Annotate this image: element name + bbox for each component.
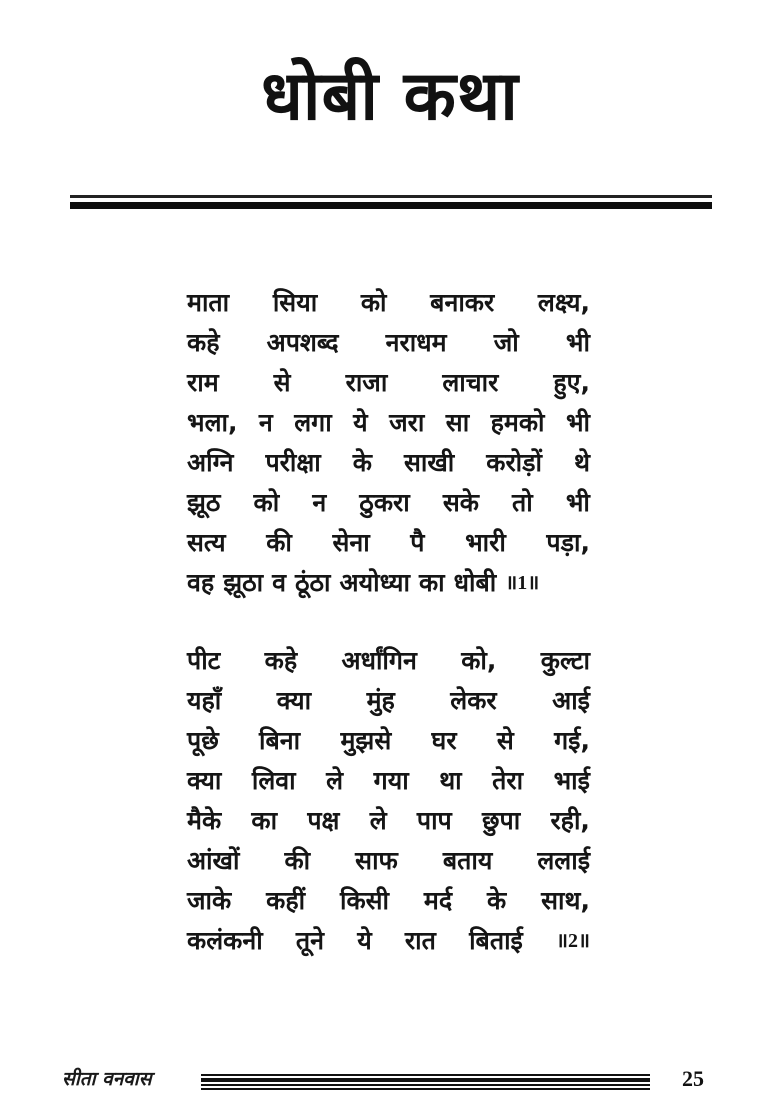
word: घर (431, 726, 457, 755)
word: न (258, 408, 273, 437)
word: की (284, 846, 311, 875)
page-title: धोबी कथा (261, 57, 519, 136)
word: थे (574, 448, 590, 477)
word: पीट (187, 646, 221, 675)
word: मैके (187, 806, 222, 835)
footer-divider-line (201, 1084, 650, 1086)
verse-line (187, 403, 590, 443)
title-divider-thick-line (70, 202, 712, 209)
title-divider-thin-line (70, 195, 712, 198)
word: मर्द (423, 886, 453, 915)
word: से (273, 368, 291, 397)
stanza-2 (187, 641, 590, 961)
word: के (352, 448, 372, 477)
word: न (312, 488, 327, 517)
verse-line (187, 443, 590, 483)
word: माता (187, 288, 230, 317)
word: ये (353, 408, 368, 437)
word: ठुकरा (359, 488, 410, 517)
word: गई, (554, 726, 590, 755)
word: अयोध्या (339, 568, 410, 597)
word: लगा (294, 408, 332, 437)
word: को (253, 488, 280, 517)
word: अपशब्द (266, 328, 339, 357)
footer-divider (201, 1074, 650, 1090)
word: था (439, 766, 462, 795)
word: पूछे (187, 726, 219, 755)
verse-line (187, 283, 590, 323)
word: कहीं (266, 886, 306, 915)
word: हुए, (553, 368, 590, 397)
word: मुंह (366, 686, 395, 715)
verse-line (187, 801, 590, 841)
word: तो (512, 488, 533, 517)
word: राम (187, 368, 219, 397)
word: आंखों (187, 846, 240, 875)
verse-number: ॥1॥ (505, 572, 540, 594)
word: गया (373, 766, 409, 795)
word: भी (565, 488, 590, 517)
word: झूठा (223, 568, 264, 597)
verse-number: ॥2॥ (556, 930, 590, 952)
word: नराधम (385, 328, 447, 357)
word: बताय (442, 846, 493, 875)
word: का (418, 568, 445, 597)
word: आई (552, 686, 590, 715)
word: से (496, 726, 514, 755)
word: क्या (187, 766, 222, 795)
word: व (272, 568, 286, 597)
word: धोबी (453, 568, 497, 597)
word: की (266, 528, 292, 557)
word: भारी (465, 528, 506, 557)
word: पड़ा, (546, 528, 590, 557)
word: लिवा (251, 766, 296, 795)
word: सा (445, 408, 470, 437)
footer-divider-line (201, 1078, 650, 1082)
verse-line (187, 363, 590, 403)
page-number: 25 (682, 1066, 704, 1091)
word: लक्ष्य, (537, 288, 590, 317)
footer-divider-line (201, 1088, 650, 1090)
word: अर्धांगिन (341, 646, 417, 675)
word: भाई (553, 766, 590, 795)
word: का (251, 806, 278, 835)
word: क्या (276, 686, 312, 715)
word: साफ (355, 846, 398, 875)
word: छुपा (482, 806, 521, 835)
word: कलंकनी (187, 926, 263, 955)
footer-book-title: सीता वनवास (62, 1068, 152, 1090)
word: अग्नि (187, 448, 234, 477)
word: बिताई (469, 926, 523, 955)
word: पाप (416, 806, 452, 835)
word: यहाँ (187, 686, 222, 715)
word: हमको (490, 408, 545, 437)
word: झूठ (187, 488, 221, 517)
word: को (360, 288, 387, 317)
word: किसी (339, 886, 390, 915)
word: बिना (259, 726, 301, 755)
word: करोड़ों (486, 448, 543, 477)
verse-line (187, 761, 590, 801)
word: पक्ष (307, 806, 340, 835)
word: जरा (389, 408, 425, 437)
word: सेना (332, 528, 370, 557)
page-footer (0, 1062, 780, 1098)
word: लेकर (450, 686, 497, 715)
word: साथ, (541, 886, 590, 915)
word: कहे (187, 328, 220, 357)
word: कहे (264, 646, 298, 675)
word: ले (369, 806, 387, 835)
word: तूने (295, 926, 325, 955)
verse-line (187, 841, 590, 881)
verse-line (187, 921, 590, 961)
verse-line (187, 681, 590, 721)
verse-line (187, 323, 590, 363)
verse-line (187, 563, 590, 603)
word: रात (404, 926, 436, 955)
word: मुझसे (340, 726, 392, 755)
word: राजा (345, 368, 388, 397)
footer-divider-line (201, 1074, 650, 1076)
word: को, (461, 646, 497, 675)
word: साखी (403, 448, 455, 477)
word: भी (565, 408, 590, 437)
word: पै (410, 528, 425, 557)
word: वह (187, 568, 215, 597)
stanza-1 (187, 283, 590, 603)
word: जाके (187, 886, 232, 915)
verse-line (187, 483, 590, 523)
word: परीक्षा (265, 448, 321, 477)
word: भला, (187, 408, 238, 437)
word: तेरा (492, 766, 524, 795)
word: सिया (272, 288, 318, 317)
word: सत्य (187, 528, 226, 557)
word: सके (442, 488, 479, 517)
verse-line (187, 523, 590, 563)
word: बनाकर (430, 288, 495, 317)
word: ले (326, 766, 344, 795)
verse-line (187, 881, 590, 921)
word: कुल्टा (540, 646, 590, 675)
word: रही, (550, 806, 590, 835)
word: ठूंठा (295, 568, 331, 597)
verse-line (187, 721, 590, 761)
word: भी (565, 328, 590, 357)
word: के (487, 886, 507, 915)
word: लाचार (442, 368, 499, 397)
word: ललाई (537, 846, 590, 875)
word: जो (493, 328, 519, 357)
verse-line (187, 641, 590, 681)
word: ये (357, 926, 372, 955)
